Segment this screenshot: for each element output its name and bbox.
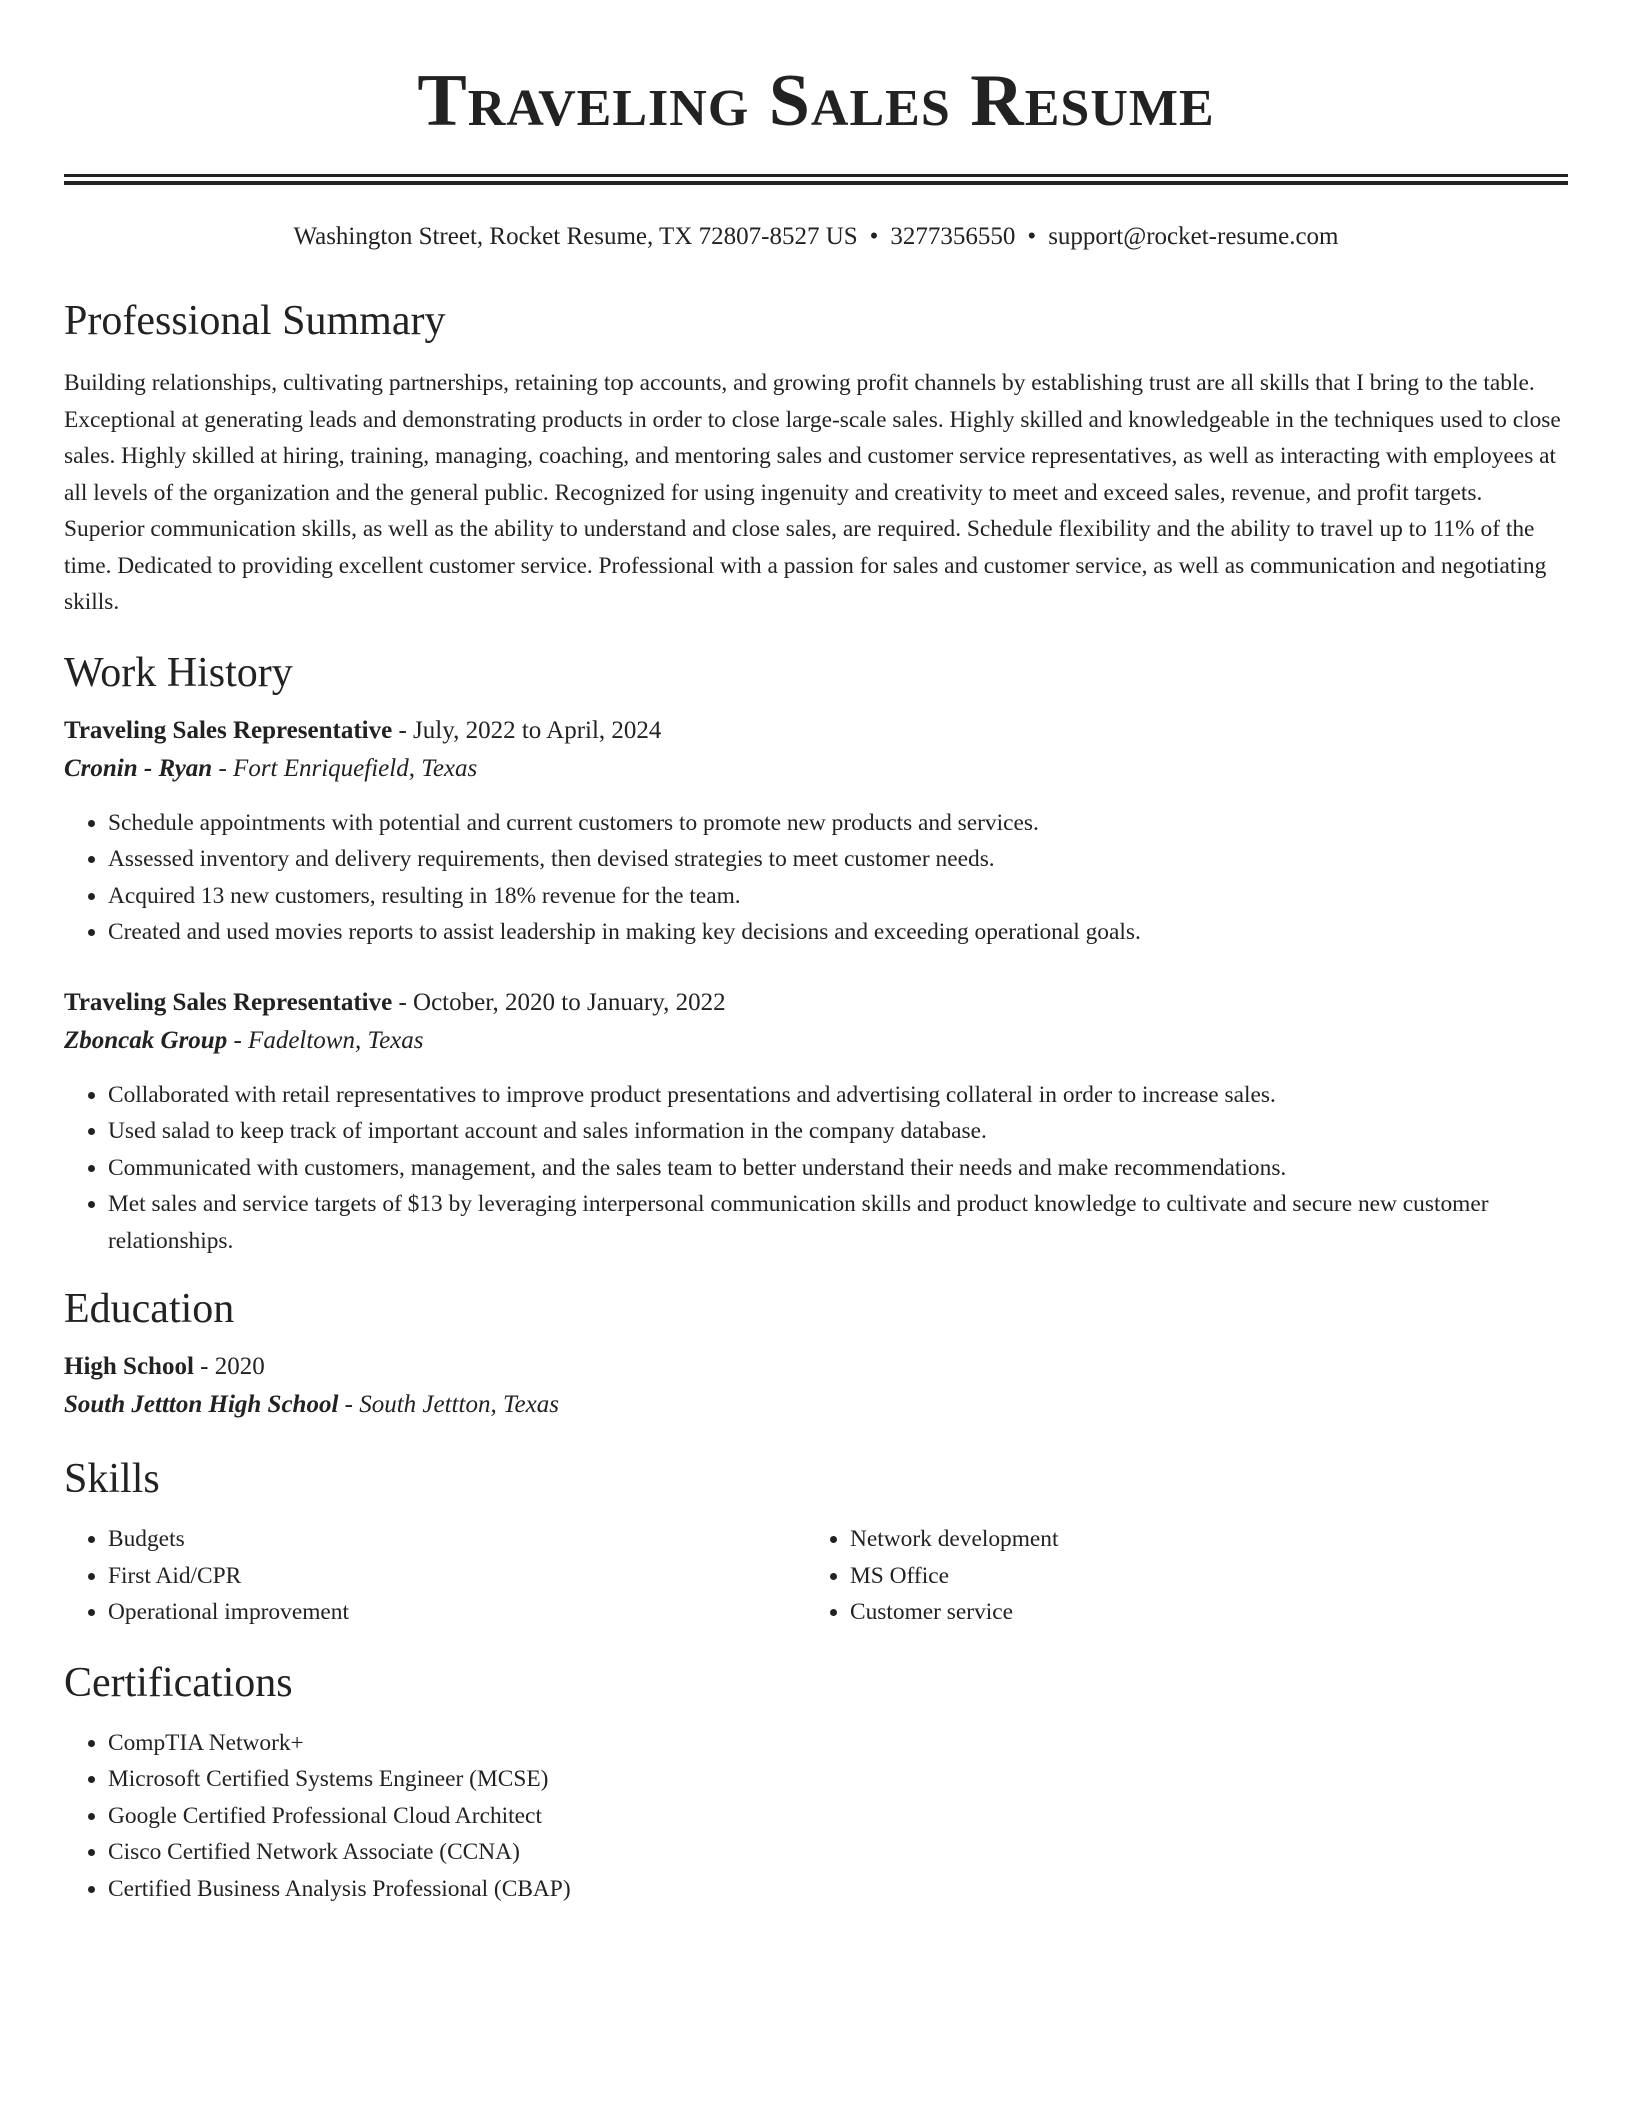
certification-item: • Certified Business Analysis Professional (CBAP) [108,1871,1568,1908]
skills-grid [64,1521,1568,1631]
education-school: South Jettton High School [64,1391,339,1418]
job-bullet: • Met sales and service targets of $13 by leveraging interpersonal communication skills and product knowledge to cultivate and secure new customer relationships. [108,1186,1568,1259]
job-dates: - October, 2020 to January, 2022 [392,988,726,1016]
job-bullet: • Schedule appointments with potential and current customers to promote new products and services. [108,805,1568,842]
job-bullets [64,1077,1568,1260]
job-bullet: • Collaborated with retail representatives to improve product presentations and advertising collateral in order to increase sales. [108,1077,1568,1114]
certifications-list [64,1725,1568,1908]
job-bullet: • Assessed inventory and delivery requirements, then devised strategies to meet customer needs. [108,841,1568,878]
job-bullet: • Acquired 13 new customers, resulting in 18% revenue for the team. [108,878,1568,915]
contact-email: support@rocket-resume.com [1048,223,1339,250]
education-degree: High School [64,1353,194,1380]
job-company-line [64,1023,1568,1059]
job-company: Cronin - Ryan [64,754,213,782]
job-location: - Fadeltown, Texas [227,1026,424,1054]
education-degree-line [64,1349,1568,1385]
certification-item: • Cisco Certified Network Associate (CCNA) [108,1834,1568,1871]
summary-text: Building relationships, cultivating partnerships, retaining top accounts, and growing profit channels by establishing trust are all skills that I bring to the table. Exceptional at generating leads and demonstrating products in order to close large-scale sales. Highly skilled and knowledgeable in the techniques used to close sales. Highly skilled at hiring, training, managing, coaching, and mentoring sales and customer service representatives, as well as interacting with employees at all levels of the organization and the general public. Recognized for using ingenuity and creativity to meet and exceed sales, revenue, and profit targets. Superior communication skills, as well as the ability to understand and close sales, are required. Schedule flexibility and the ability to travel up to 11% of the time. Dedicated to providing excellent customer service. Professional with a passion for sales and customer service, as well as communication and negotiating skills. [64,370,1561,615]
education-year: - 2020 [193,1353,265,1380]
job-company-line [64,751,1568,787]
skill-item: • Budgets [108,1521,806,1558]
contact-separator: • [1027,223,1037,250]
contact-line [64,221,1568,253]
skills-heading: Skills [64,1456,160,1502]
job-title-line [64,713,1568,749]
certification-item: • Google Certified Professional Cloud Architect [108,1798,1568,1835]
job-title: Traveling Sales Representative [64,988,393,1016]
job-bullet: • Used salad to keep track of important account and sales information in the company database. [108,1113,1568,1150]
title-divider [64,174,1568,185]
job-company: Zboncak Group [64,1026,228,1054]
skills-list-right [806,1521,1548,1631]
skills-list-left [64,1521,806,1631]
job-title: Traveling Sales Representative [64,716,393,744]
skill-item: • Operational improvement [108,1594,806,1631]
certifications-heading: Certifications [64,1659,293,1706]
job-entry [64,713,1568,951]
skill-item: • First Aid/CPR [108,1558,806,1595]
job-entry [64,985,1568,1260]
certification-item: • CompTIA Network+ [108,1725,1568,1762]
job-title-line [64,985,1568,1021]
contact-phone: 3277356550 [890,223,1016,250]
job-bullet: • Communicated with customers, management, and the sales team to better understand their needs and make recommendations. [108,1150,1568,1187]
job-location: - Fort Enriquefield, Texas [212,754,478,782]
summary-heading: Professional Summary [64,298,446,344]
job-bullet: • Created and used movies reports to assist leadership in making key decisions and exceeding operational goals. [108,914,1568,951]
job-dates: - July, 2022 to April, 2024 [392,716,662,744]
education-school-line [64,1387,1568,1423]
contact-separator: • [869,223,879,250]
work-history-heading: Work History [64,649,293,696]
education-heading: Education [64,1286,235,1332]
job-bullets [64,805,1568,951]
skill-item: • Customer service [850,1594,1548,1631]
contact-address: Washington Street, Rocket Resume, TX 72807-8527 US [293,223,858,250]
skill-item: • MS Office [850,1558,1548,1595]
certification-item: • Microsoft Certified Systems Engineer (MCSE) [108,1761,1568,1798]
resume-title: Traveling Sales Resume [417,60,1215,142]
education-location: - South Jettton, Texas [338,1391,559,1418]
skill-item: • Network development [850,1521,1548,1558]
